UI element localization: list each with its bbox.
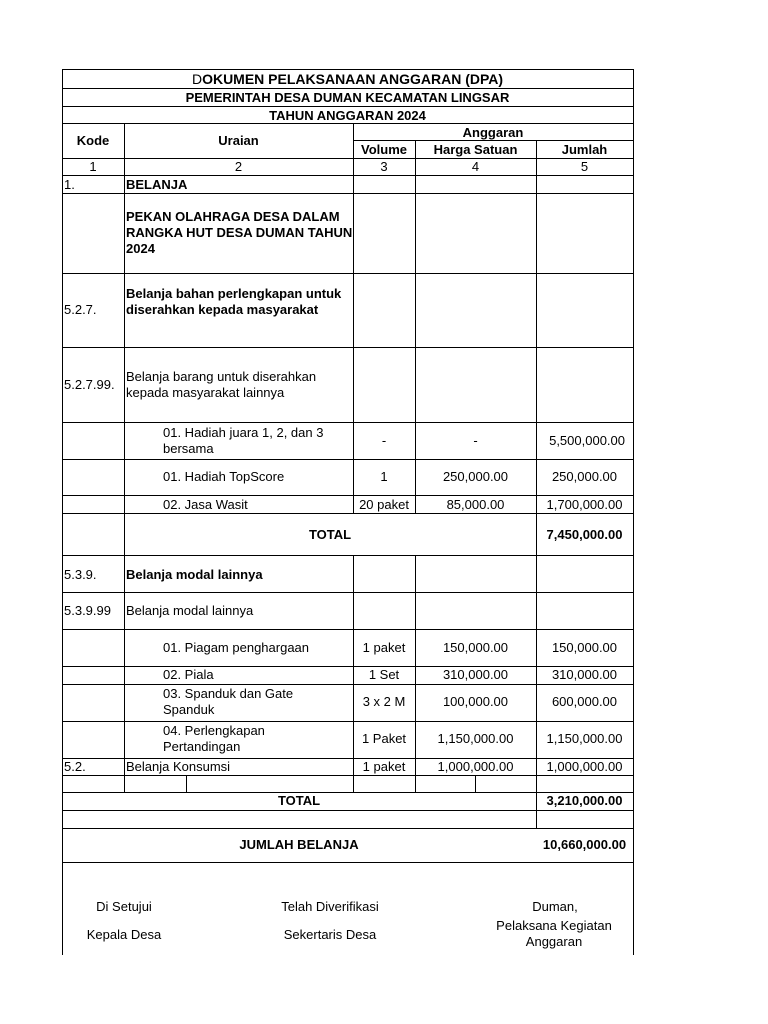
konsumsi-kode: 5.2. (64, 759, 86, 774)
activity-title: PEKAN OLAHRAGA DESA DALAM RANGKA HUT DESA DUMAN TAHUN 2024 (126, 209, 353, 256)
table-line (62, 592, 633, 593)
table-line (124, 123, 125, 792)
column-number: 2 (234, 159, 243, 174)
table-border-left (62, 69, 63, 955)
item-name: 04. Perlengkapan Pertandingan (163, 723, 265, 754)
signature-executor-role: Pelaksana Kegiatan Anggaran (496, 918, 612, 949)
group-kode: 5.3.9. (64, 567, 97, 582)
konsumsi-jumlah: 1,000,000.00 (546, 759, 623, 774)
subgroup-kode: 5.2.7.99. (64, 377, 115, 392)
grand-total-label: JUMLAH BELANJA (239, 837, 359, 852)
item-jumlah: 250,000.00 (551, 469, 618, 484)
table-line (62, 422, 633, 423)
item-jumlah: 310,000.00 (551, 667, 618, 682)
document-subtitle: PEMERINTAH DESA DUMAN KECAMATAN LINGSAR (185, 90, 510, 105)
column-header-harga: Harga Satuan (433, 142, 518, 157)
group-label: Belanja bahan perlengkapan untuk diserahkan kepada masyarakat (126, 286, 342, 317)
grand-total-value: 10,660,000.00 (542, 837, 627, 852)
item-jumlah: 150,000.00 (551, 640, 618, 655)
item-volume: 1 (380, 469, 388, 484)
table-line (62, 495, 633, 496)
table-line (415, 140, 416, 513)
column-header-uraian: Uraian (218, 133, 259, 148)
group-label: Belanja modal lainnya (126, 567, 263, 582)
item-jumlah: 5,500,000.00 (549, 433, 625, 448)
item-name: 02. Jasa Wasit (163, 497, 248, 512)
column-header-volume: Volume (361, 142, 407, 157)
column-header-jumlah: Jumlah (561, 142, 608, 157)
column-header-anggaran: Anggaran (462, 125, 524, 140)
table-line (62, 810, 633, 811)
section-label: BELANJA (126, 177, 188, 192)
item-harga: 310,000.00 (442, 667, 509, 682)
table-line (62, 555, 633, 556)
signature-approved: Di Setujui (96, 899, 152, 914)
item-harga: 100,000.00 (442, 694, 509, 709)
item-harga: 1,150,000.00 (437, 731, 514, 746)
item-harga: 85,000.00 (446, 497, 505, 512)
item-name: 02. Piala (163, 667, 214, 682)
subgroup-label: Belanja barang untuk diserahkan kepada masyarakat lainnya (126, 369, 317, 400)
total-value: 7,450,000.00 (546, 527, 623, 542)
table-border-right (633, 69, 634, 955)
table-line (186, 775, 187, 792)
signature-place: Duman, (532, 899, 578, 914)
item-jumlah: 1,150,000.00 (546, 731, 623, 746)
item-jumlah: 600,000.00 (551, 694, 618, 709)
item-harga: 250,000.00 (442, 469, 509, 484)
table-line (475, 775, 476, 792)
table-border-top (62, 69, 633, 70)
table-line (62, 106, 633, 107)
group-kode: 5.2.7. (64, 302, 97, 317)
column-header-kode: Kode (76, 133, 110, 148)
table-line (62, 193, 633, 194)
column-number: 3 (380, 159, 388, 174)
item-volume: 1 Paket (361, 731, 407, 746)
table-line (62, 459, 633, 460)
table-line (62, 775, 633, 776)
item-name: 01. Hadiah TopScore (163, 469, 285, 484)
table-line (62, 88, 633, 89)
column-number: 5 (580, 159, 589, 174)
item-volume: 20 paket (359, 497, 409, 512)
table-line (62, 721, 633, 722)
table-line (62, 347, 633, 348)
konsumsi-harga: 1,000,000.00 (437, 759, 514, 774)
item-name: 01. Piagam penghargaan (163, 640, 310, 655)
column-number: 4 (471, 159, 480, 174)
item-name: 03. Spanduk dan Gate Spanduk (163, 686, 294, 717)
table-line (62, 862, 633, 863)
budget-year: TAHUN ANGGARAN 2024 (269, 108, 426, 123)
item-name: 01. Hadiah juara 1, 2, dan 3 bersama (163, 425, 324, 456)
document-title: DOKUMEN PELAKSANAAN ANGGARAN (DPA) (191, 71, 504, 87)
table-line (62, 629, 633, 630)
item-jumlah: 1,700,000.00 (546, 497, 623, 512)
signature-verified-role: Sekertaris Desa (283, 927, 377, 942)
table-line (353, 123, 354, 513)
konsumsi-volume: 1 paket (362, 759, 406, 774)
item-harga: - (473, 433, 478, 448)
table-line (62, 828, 633, 829)
konsumsi-name: Belanja Konsumsi (126, 759, 231, 774)
signature-verified: Telah Diverifikasi (281, 899, 379, 914)
table-line (62, 684, 633, 685)
column-number: 1 (89, 159, 97, 174)
subgroup-kode: 5.3.9.99 (64, 603, 111, 618)
total-label: TOTAL (277, 793, 321, 808)
item-harga: 150,000.00 (442, 640, 509, 655)
table-line (62, 273, 633, 274)
total-label: TOTAL (308, 527, 352, 542)
total-value: 3,210,000.00 (546, 793, 623, 808)
item-volume: 1 Set (368, 667, 400, 682)
item-volume: 3 x 2 M (362, 694, 406, 709)
item-volume: 1 paket (362, 640, 406, 655)
section-kode: 1. (64, 177, 75, 192)
subgroup-label: Belanja modal lainnya (126, 603, 254, 618)
item-volume: - (381, 433, 387, 448)
signature-approved-role: Kepala Desa (86, 927, 162, 942)
table-line (62, 513, 633, 514)
table-line (62, 175, 633, 176)
